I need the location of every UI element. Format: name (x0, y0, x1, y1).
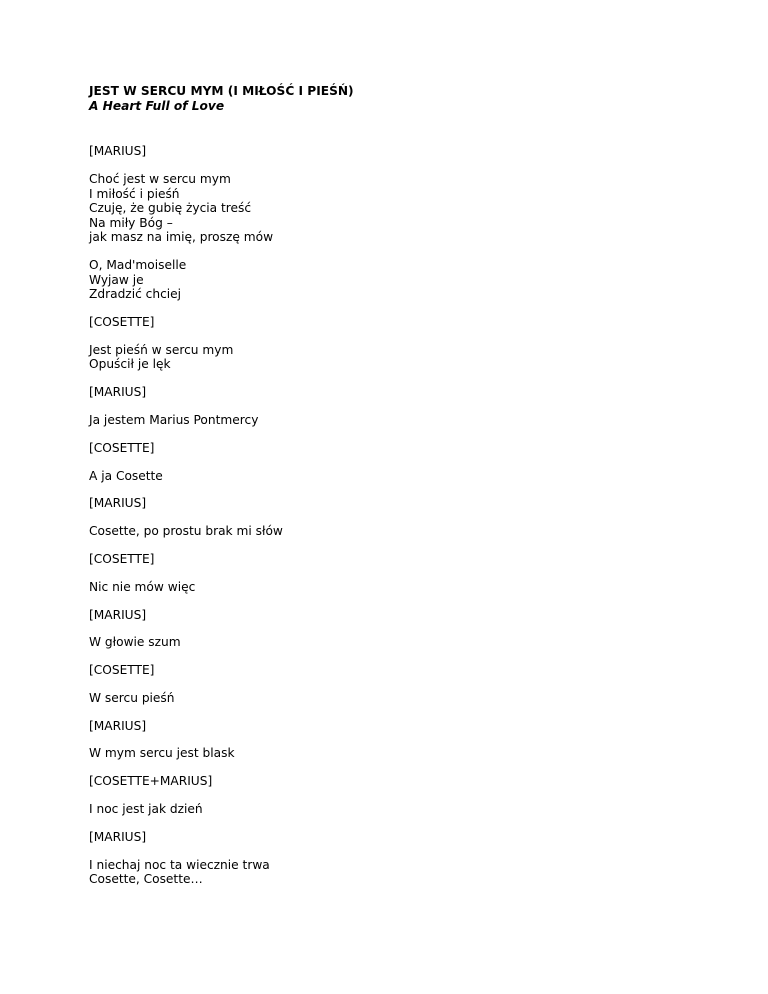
speaker-label (89, 385, 689, 400)
lyrics-line: [COSETTE] (89, 315, 155, 330)
lyrics-line: I niechaj noc ta wiecznie trwa (89, 857, 270, 872)
lyrics-line: [MARIUS] (89, 829, 147, 844)
lyrics-line: [MARIUS] (89, 385, 147, 400)
lyrics-stanza (89, 172, 689, 245)
lyrics-line: [COSETTE] (89, 663, 155, 678)
stanza-gap (89, 159, 689, 172)
speaker-label (89, 774, 689, 789)
lyrics-line: Zdradzić chciej (89, 287, 182, 302)
stanza-gap (89, 539, 689, 552)
lyrics-line: Cosette, po prostu brak mi słów (89, 524, 283, 539)
lyrics-stanza (89, 524, 689, 539)
stanza-gap (89, 245, 689, 258)
stanza-gap (89, 844, 689, 857)
lyrics-line: W głowie szum (89, 635, 181, 650)
song-subtitle: A Heart Full of Love (89, 98, 225, 113)
stanza-gap (89, 733, 689, 746)
stanza-gap (89, 511, 689, 524)
lyrics-stanza (89, 413, 689, 428)
speaker-label (89, 144, 689, 159)
stanza-gap (89, 455, 689, 468)
speaker-label (89, 441, 689, 456)
lyrics-line: [MARIUS] (89, 496, 147, 511)
lyrics-stanza (89, 858, 689, 887)
lyrics-line: Wyjaw je (89, 272, 144, 287)
lyrics-line: [MARIUS] (89, 607, 147, 622)
lyrics-content (89, 84, 689, 887)
stanza-gap (89, 330, 689, 343)
lyrics-line: [COSETTE] (89, 440, 155, 455)
stanza-gap (89, 428, 689, 441)
lyrics-stanza (89, 580, 689, 595)
stanza-gap (89, 622, 689, 635)
lyrics-line: [MARIUS] (89, 718, 147, 733)
lyrics-line: Czuję, że gubię życia treść (89, 201, 252, 216)
stanza-gap (89, 302, 689, 315)
lyrics-stanza (89, 746, 689, 761)
lyrics-line: W sercu pieśń (89, 690, 175, 705)
stanza-gap (89, 761, 689, 774)
lyrics-line: Jest pieśń w sercu mym (89, 342, 234, 357)
speaker-label (89, 663, 689, 678)
stanza-gap (89, 817, 689, 830)
lyrics-line: Nic nie mów więc (89, 579, 196, 594)
stanza-gap (89, 372, 689, 385)
lyrics-line: Na miły Bóg – (89, 215, 173, 230)
title-spacing (89, 113, 689, 144)
lyrics-stanza (89, 691, 689, 706)
speaker-label (89, 830, 689, 845)
lyrics-blocks (89, 144, 689, 887)
speaker-label (89, 552, 689, 567)
lyrics-stanza (89, 635, 689, 650)
stanza-gap (89, 650, 689, 663)
speaker-label (89, 608, 689, 623)
lyrics-line: W mym sercu jest blask (89, 746, 235, 761)
stanza-gap (89, 400, 689, 413)
lyrics-line: Cosette, Cosette… (89, 872, 203, 887)
lyrics-stanza (89, 258, 689, 302)
speaker-label (89, 496, 689, 511)
stanza-gap (89, 483, 689, 496)
lyrics-line: A ja Cosette (89, 468, 163, 483)
stanza-gap (89, 789, 689, 802)
lyrics-stanza (89, 469, 689, 484)
stanza-gap (89, 594, 689, 607)
lyrics-line: jak masz na imię, proszę mów (89, 230, 274, 245)
lyrics-line: O, Mad'moiselle (89, 258, 187, 273)
lyrics-stanza (89, 343, 689, 372)
speaker-label (89, 315, 689, 330)
lyrics-line: [MARIUS] (89, 144, 147, 159)
lyrics-line: [COSETTE+MARIUS] (89, 774, 213, 789)
lyrics-line: [COSETTE] (89, 551, 155, 566)
stanza-gap (89, 567, 689, 580)
lyrics-line: I miłość i pieśń (89, 186, 180, 201)
lyrics-line: Ja jestem Marius Pontmercy (89, 413, 259, 428)
lyrics-stanza (89, 802, 689, 817)
lyrics-line: I noc jest jak dzień (89, 801, 203, 816)
song-title: JEST W SERCU MYM (I MIŁOŚĆ I PIEŚŃ) (89, 84, 354, 98)
stanza-gap (89, 678, 689, 691)
stanza-gap (89, 705, 689, 718)
speaker-label (89, 719, 689, 734)
lyrics-line: Opuścił je lęk (89, 357, 171, 372)
lyrics-line: Choć jest w sercu mym (89, 171, 231, 186)
